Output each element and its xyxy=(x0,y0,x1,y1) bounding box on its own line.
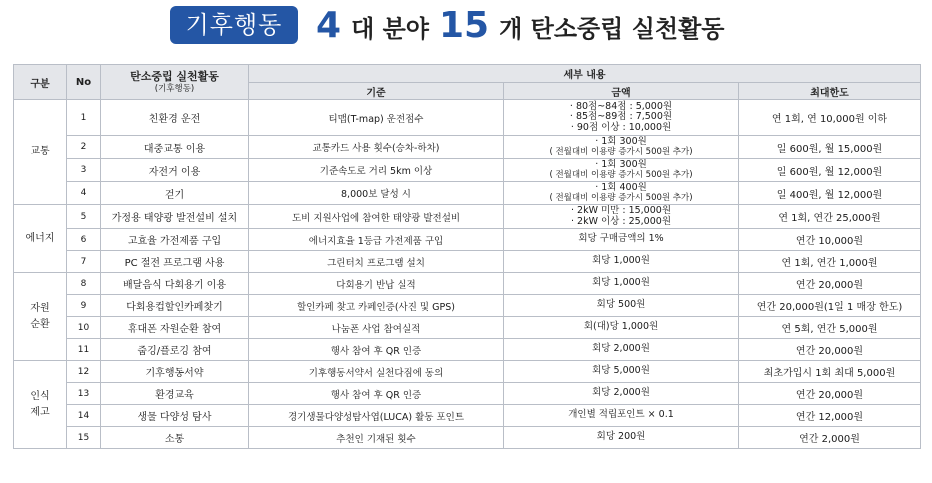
max-limit-cell: 연간 20,000원 xyxy=(739,383,921,405)
activity-name: 소통 xyxy=(101,427,249,449)
amount-line: 회(대)당 1,000원 xyxy=(583,321,659,333)
activity-name: 자전거 이용 xyxy=(101,159,249,182)
amount-line: · 2kW 이상 : 25,000원 xyxy=(570,215,671,227)
amount-cell xyxy=(504,427,739,449)
col-header-activity-sub: (기후행동) xyxy=(154,83,195,94)
title-text-2: 개 탄소중립 실천활동 xyxy=(499,15,725,43)
amount-cell xyxy=(504,205,739,229)
activity-name: PC 절전 프로그램 사용 xyxy=(101,251,249,273)
max-limit-cell: 연 1회, 연간 25,000원 xyxy=(739,205,921,229)
max-limit-cell: 최초가입시 1회 최대 5,000원 xyxy=(739,361,921,383)
col-header-no: No xyxy=(67,65,101,100)
max-limit-cell: 연간 20,000원 xyxy=(739,339,921,361)
table-row xyxy=(14,383,921,405)
amount-cell xyxy=(504,383,739,405)
amount-line: 회당 1,000원 xyxy=(592,277,650,289)
col-header-details: 세부 내용 xyxy=(249,65,921,83)
row-number: 11 xyxy=(67,339,101,361)
table-row xyxy=(14,205,921,229)
criteria-cell: 나눔폰 사업 참여실적 xyxy=(249,317,504,339)
criteria-cell: 다회용기 반납 실적 xyxy=(249,273,504,295)
climate-action-badge: 기후행동 xyxy=(170,6,298,44)
table-body xyxy=(14,100,921,449)
amount-line: 회당 2,000원 xyxy=(592,387,650,399)
category-cell xyxy=(14,205,67,273)
category-label: 자원 xyxy=(30,302,50,314)
amount-line: 회당 1,000원 xyxy=(592,255,650,267)
amount-line: 회당 500원 xyxy=(596,299,646,311)
amount-line: · 85점~89점 : 7,500원 xyxy=(569,111,673,123)
criteria-cell: 기후행동서약서 실천다짐에 동의 xyxy=(249,361,504,383)
row-number: 14 xyxy=(67,405,101,427)
amount-cell xyxy=(504,100,739,136)
table-row xyxy=(14,295,921,317)
max-limit-cell: 연 1회, 연 10,000원 이하 xyxy=(739,100,921,136)
activities-table xyxy=(13,64,921,449)
row-number: 10 xyxy=(67,317,101,339)
max-limit-cell: 연간 12,000원 xyxy=(739,405,921,427)
criteria-cell: 경기생물다양성탐사엽(LUCA) 활동 포인트 xyxy=(249,405,504,427)
amount-line: 회당 2,000원 xyxy=(592,343,650,355)
amount-line: · 2kW 미만 : 15,000원 xyxy=(570,205,671,216)
title-text-1: 대 분야 xyxy=(351,15,429,43)
table-row xyxy=(14,273,921,295)
activity-name: 줍깅/플로깅 참여 xyxy=(101,339,249,361)
amount-cell xyxy=(504,273,739,295)
category-label: 순환 xyxy=(30,318,50,330)
max-limit-cell: 연 5회, 연간 5,000원 xyxy=(739,317,921,339)
criteria-cell: 그린터치 프로그램 설치 xyxy=(249,251,504,273)
table-row xyxy=(14,361,921,383)
amount-cell xyxy=(504,405,739,427)
col-header-category: 구분 xyxy=(14,65,67,100)
amount-cell xyxy=(504,295,739,317)
amount-line: 개인별 적립포인트 × 0.1 xyxy=(568,409,674,421)
amount-line: · 90점 이상 : 10,000원 xyxy=(570,121,672,133)
amount-line: 회당 5,000원 xyxy=(592,365,650,377)
title-number-15: 15 xyxy=(438,5,490,46)
amount-cell xyxy=(504,339,739,361)
page-title xyxy=(316,4,724,48)
activity-name: 생물 다양성 탐사 xyxy=(101,405,249,427)
category-cell xyxy=(14,273,67,361)
row-number: 9 xyxy=(67,295,101,317)
table-row xyxy=(14,159,921,182)
col-header-criteria: 기준 xyxy=(249,83,504,100)
row-number: 2 xyxy=(67,136,101,159)
max-limit-cell: 연간 20,000원(1일 1 매장 한도) xyxy=(739,295,921,317)
row-number: 6 xyxy=(67,229,101,251)
activity-name: 휴대폰 자원순환 참여 xyxy=(101,317,249,339)
criteria-cell: 도비 지원사업에 참여한 태양광 발전설비 xyxy=(249,205,504,229)
category-label: 에너지 xyxy=(25,232,55,244)
table-row xyxy=(14,317,921,339)
activity-name: 걷기 xyxy=(101,182,249,205)
row-number: 12 xyxy=(67,361,101,383)
row-number: 7 xyxy=(67,251,101,273)
max-limit-cell: 일 600원, 월 12,000원 xyxy=(739,159,921,182)
amount-line: 회당 200원 xyxy=(596,431,646,443)
amount-line: 회당 구매금액의 1% xyxy=(578,233,664,245)
activity-name: 고효율 가전제품 구입 xyxy=(101,229,249,251)
amount-line: · 80점~84점 : 5,000원 xyxy=(569,100,673,112)
amount-cell xyxy=(504,317,739,339)
row-number: 13 xyxy=(67,383,101,405)
col-header-activity-label: 탄소중립 실천활동 xyxy=(130,69,219,83)
table-row xyxy=(14,251,921,273)
activity-name: 친환경 운전 xyxy=(101,100,249,136)
category-label: 교통 xyxy=(30,146,50,157)
max-limit-cell: 연 1회, 연간 1,000원 xyxy=(739,251,921,273)
amount-cell xyxy=(504,229,739,251)
criteria-cell: 추천인 기재된 횟수 xyxy=(249,427,504,449)
category-cell xyxy=(14,361,67,449)
amount-line: · 1회 300원 xyxy=(595,135,647,147)
title-number-4: 4 xyxy=(316,5,342,46)
table-row xyxy=(14,100,921,136)
col-header-max-limit: 최대한도 xyxy=(739,83,921,100)
row-number: 4 xyxy=(67,182,101,205)
amount-line: · 1회 300원 xyxy=(595,158,647,170)
amount-cell xyxy=(504,136,739,159)
row-number: 3 xyxy=(67,159,101,182)
amount-cell xyxy=(504,251,739,273)
activity-name: 배달음식 다회용기 이용 xyxy=(101,273,249,295)
table-row xyxy=(14,136,921,159)
criteria-cell: 기준속도로 거리 5km 이상 xyxy=(249,159,504,182)
amount-line: ( 전월대비 이용량 증가시 500원 추가) xyxy=(549,193,693,203)
activity-name: 대중교통 이용 xyxy=(101,136,249,159)
activity-name: 다회용컵할인카페찾기 xyxy=(101,295,249,317)
criteria-cell: 교통카드 사용 횟수(승차-하차) xyxy=(249,136,504,159)
max-limit-cell: 일 600원, 월 15,000원 xyxy=(739,136,921,159)
criteria-cell: 티맵(T-map) 운전점수 xyxy=(249,100,504,136)
category-label: 제고 xyxy=(30,406,50,418)
amount-cell xyxy=(504,159,739,182)
table-row xyxy=(14,427,921,449)
criteria-cell: 8,000보 달성 시 xyxy=(249,182,504,205)
table-row xyxy=(14,182,921,205)
amount-line: · 1회 400원 xyxy=(595,181,647,193)
table-row xyxy=(14,405,921,427)
activity-name: 가정용 태양광 발전설비 설치 xyxy=(101,205,249,229)
amount-line: ( 전월대비 이용량 증가시 500원 추가) xyxy=(549,170,693,180)
amount-cell xyxy=(504,182,739,205)
max-limit-cell: 연간 20,000원 xyxy=(739,273,921,295)
criteria-cell: 에너지효율 1등급 가전제품 구입 xyxy=(249,229,504,251)
max-limit-cell: 일 400원, 월 12,000원 xyxy=(739,182,921,205)
row-number: 15 xyxy=(67,427,101,449)
row-number: 8 xyxy=(67,273,101,295)
row-number: 5 xyxy=(67,205,101,229)
col-header-amount: 금액 xyxy=(504,83,739,100)
table-row xyxy=(14,339,921,361)
page-header xyxy=(0,0,932,56)
criteria-cell: 행사 참여 후 QR 인증 xyxy=(249,339,504,361)
activity-name: 기후행동서약 xyxy=(101,361,249,383)
amount-cell xyxy=(504,361,739,383)
col-header-activity xyxy=(101,65,249,100)
max-limit-cell: 연간 2,000원 xyxy=(739,427,921,449)
category-cell xyxy=(14,100,67,205)
category-label: 인식 xyxy=(30,390,50,402)
activity-name: 환경교육 xyxy=(101,383,249,405)
header-row-1 xyxy=(14,65,921,83)
criteria-cell: 할인카페 찾고 카페인증(사진 및 GPS) xyxy=(249,295,504,317)
amount-line: ( 전월대비 이용량 증가시 500원 추가) xyxy=(549,147,693,157)
row-number: 1 xyxy=(67,100,101,136)
max-limit-cell: 연간 10,000원 xyxy=(739,229,921,251)
criteria-cell: 행사 참여 후 QR 인증 xyxy=(249,383,504,405)
table-row xyxy=(14,229,921,251)
